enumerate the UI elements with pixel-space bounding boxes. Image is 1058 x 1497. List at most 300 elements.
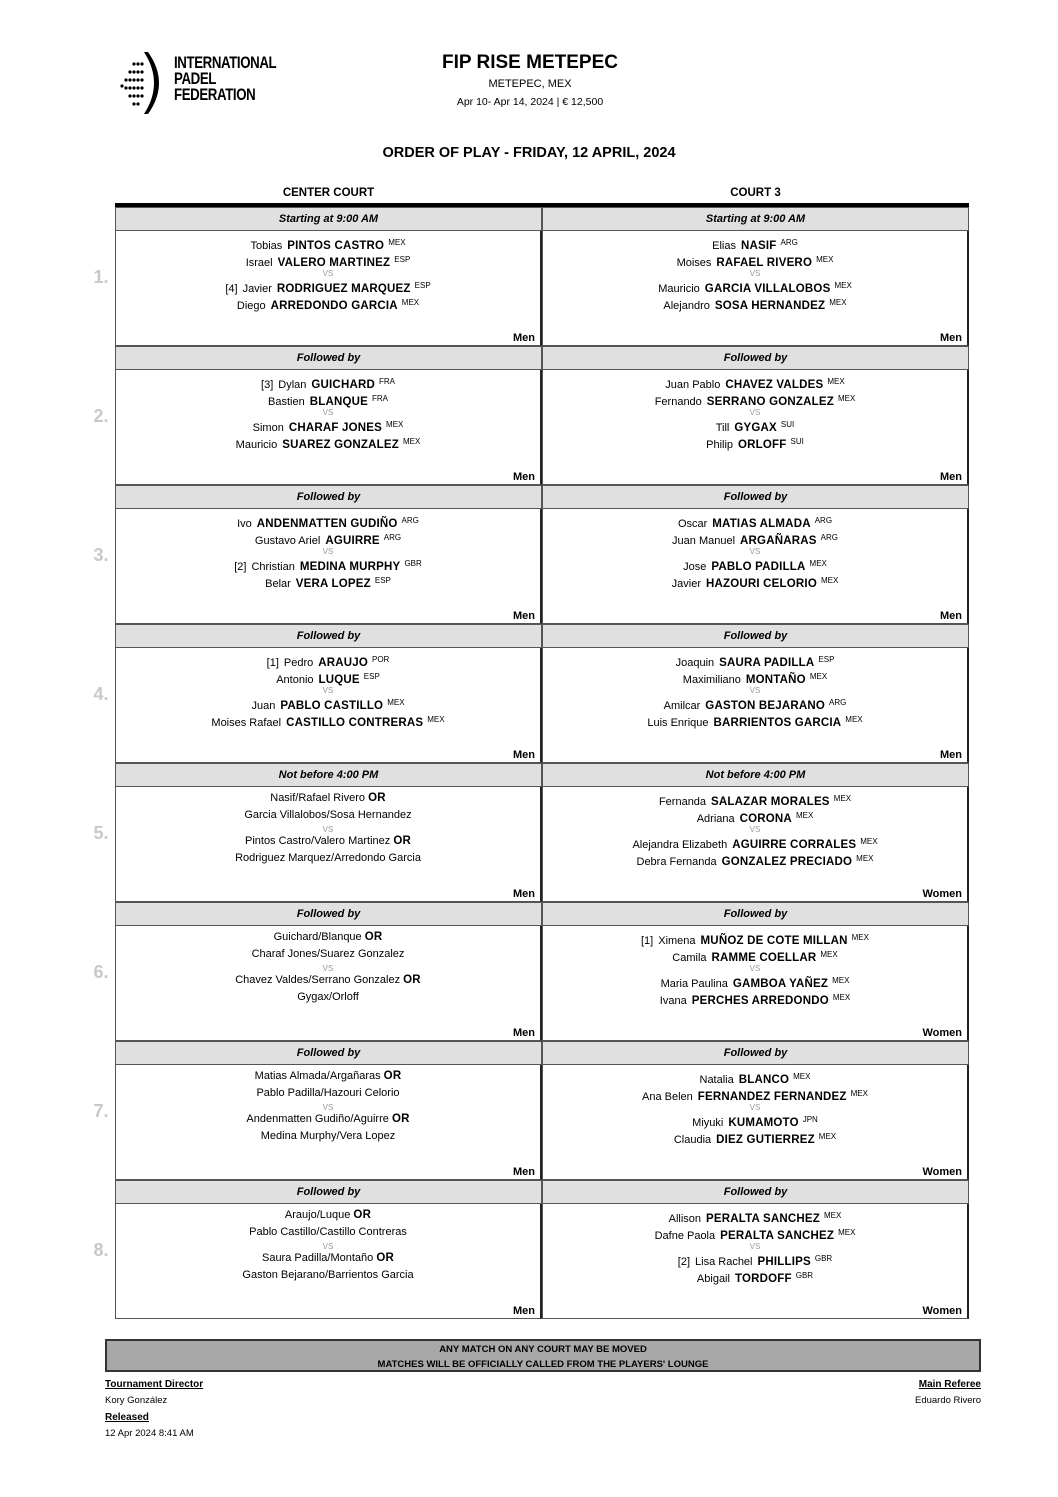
slot-time-header: Followed by: [115, 624, 542, 648]
team-names: Matias Almada/Argañaras: [254, 1070, 381, 1082]
player-last-name: ARGAÑARAS: [740, 535, 817, 547]
player-nationality: MEX: [820, 576, 839, 585]
player-first-name: Belar: [265, 578, 291, 590]
slot-number: 2.: [93, 406, 109, 426]
team-names: Chavez Valdes/Serrano Gonzalez: [235, 974, 401, 986]
player-last-name: MEDINA MURPHY: [299, 561, 401, 573]
player-line: [116, 1226, 540, 1239]
team-names: Saura Padilla/Montaño: [261, 1252, 374, 1264]
player-line: [543, 653, 967, 670]
player-last-name: MONTAÑO: [745, 674, 806, 686]
player-line: [543, 670, 967, 687]
player-first-name: Ximena: [658, 935, 696, 947]
player-line: [543, 1226, 967, 1243]
slot-time-header: Followed by: [542, 902, 969, 926]
order-of-play-title: ORDER OF PLAY - FRIDAY, 12 APRIL, 2024: [382, 145, 676, 161]
team-names: Rodriguez Marquez/Arredondo Garcia: [235, 852, 421, 864]
padel-ball-logo-icon: [118, 50, 166, 116]
player-nationality: JPN: [802, 1115, 818, 1124]
player-nationality: GBR: [795, 1271, 814, 1280]
match-category: Men: [940, 610, 962, 622]
player-first-name: Philip: [706, 439, 734, 451]
player-line: [116, 375, 540, 392]
player-line: [116, 713, 540, 730]
player-nationality: ESP: [818, 655, 835, 664]
slot-time-header: Followed by: [542, 624, 969, 648]
team-names: Pablo Castillo/Castillo Contreras: [249, 1226, 407, 1238]
player-line: [116, 418, 540, 435]
player-nationality: GBR: [814, 1254, 833, 1263]
player-last-name: AGUIRRE CORRALES: [732, 839, 857, 851]
player-nationality: FRA: [378, 377, 395, 386]
player-first-name: Juan Pablo: [665, 379, 721, 391]
slot-time-header: Followed by: [115, 1041, 542, 1065]
or-label: OR: [376, 1252, 394, 1264]
player-line: [116, 1269, 540, 1282]
player-first-name: Juan Manuel: [672, 535, 736, 547]
player-nationality: MEX: [385, 420, 404, 429]
vs-label: VS: [322, 547, 334, 556]
player-first-name: Dylan: [278, 379, 307, 391]
player-line: [116, 1252, 540, 1265]
player-nationality: MEX: [851, 933, 869, 942]
team-names: Medina Murphy/Vera Lopez: [260, 1130, 396, 1142]
player-first-name: Jose: [683, 561, 707, 573]
player-first-name: Camila: [672, 952, 707, 964]
player-last-name: HAZOURI CELORIO: [706, 578, 817, 590]
slot-number: 1.: [93, 267, 109, 287]
player-nationality: MEX: [809, 672, 828, 681]
match-category: Men: [513, 332, 535, 344]
match-category: Men: [513, 888, 535, 900]
player-nationality: ESP: [394, 255, 411, 264]
vs-label: VS: [749, 1242, 761, 1251]
player-line: [116, 835, 540, 848]
vs-label: VS: [749, 686, 761, 695]
player-line: [116, 670, 540, 687]
player-seed: [4]: [225, 283, 238, 295]
player-first-name: Moises: [676, 257, 712, 269]
player-seed: [1]: [266, 657, 279, 669]
player-last-name: AGUIRRE: [325, 535, 380, 547]
player-last-name: PINTOS CASTRO: [287, 240, 385, 252]
vs-label: VS: [749, 547, 761, 556]
player-first-name: Debra Fernanda: [636, 856, 717, 868]
player-last-name: SALAZAR MORALES: [711, 796, 830, 808]
vs-label: VS: [749, 269, 761, 278]
player-line: [543, 835, 967, 852]
player-line: [543, 514, 967, 531]
slot-time-header: Not before 4:00 PM: [115, 763, 542, 787]
player-nationality: MEX: [795, 811, 814, 820]
tournament-dates-prize: Apr 10- Apr 14, 2024 | € 12,500: [456, 96, 604, 108]
player-line: [116, 1087, 540, 1100]
player-nationality: MEX: [427, 715, 445, 724]
slot-number: 3.: [93, 545, 109, 565]
player-line: [543, 279, 967, 296]
player-last-name: TORDOFF: [734, 1273, 792, 1285]
player-nationality: ESP: [414, 281, 431, 290]
player-nationality: SUI: [790, 437, 804, 446]
slot-number: 4.: [93, 684, 109, 704]
player-line: [116, 253, 540, 270]
player-first-name: Till: [715, 422, 730, 434]
match-cell: [542, 1065, 969, 1180]
vs-label: VS: [322, 1103, 334, 1112]
match-cell: [115, 1204, 542, 1319]
team-names: Pablo Padilla/Hazouri Celorio: [256, 1087, 400, 1099]
player-line: [116, 991, 540, 1004]
vs-label: VS: [749, 1103, 761, 1112]
player-first-name: Alejandra Elizabeth: [632, 839, 728, 851]
slot-time-header: Followed by: [115, 1180, 542, 1204]
player-first-name: Oscar: [677, 518, 708, 530]
team-names: Andenmatten Gudiño/Aguirre: [246, 1113, 389, 1125]
player-line: [543, 1209, 967, 1226]
player-first-name: Moises Rafael: [211, 717, 282, 729]
match-cell: [542, 648, 969, 763]
director-name: Kory González: [105, 1395, 168, 1406]
team-names: Nasif/Rafael Rivero: [270, 792, 366, 804]
player-first-name: Bastien: [268, 396, 305, 408]
player-last-name: ARAUJO: [318, 657, 368, 669]
player-last-name: GYGAX: [734, 422, 777, 434]
player-line: [543, 557, 967, 574]
player-line: [116, 931, 540, 944]
team-names: Gygax/Orloff: [297, 991, 359, 1003]
player-last-name: CORONA: [739, 813, 792, 825]
match-cell: [542, 231, 969, 346]
player-line: [116, 557, 540, 574]
match-cell: [115, 787, 542, 902]
player-line: [116, 296, 540, 313]
match-category: Women: [922, 1305, 962, 1317]
player-line: [543, 435, 967, 452]
team-names: Garcia Villalobos/Sosa Hernandez: [244, 809, 412, 821]
slot-time-header: Followed by: [542, 1041, 969, 1065]
player-line: [543, 574, 967, 591]
player-seed: [2]: [677, 1256, 691, 1268]
or-label: OR: [368, 792, 386, 804]
player-first-name: Ivo: [237, 518, 252, 530]
player-last-name: SERRANO GONZALEZ: [706, 396, 834, 408]
player-last-name: ARREDONDO GARCIA: [270, 300, 398, 312]
player-first-name: Abigail: [696, 1273, 730, 1285]
player-nationality: MEX: [402, 437, 421, 446]
player-nationality: ARG: [383, 533, 402, 542]
player-nationality: MEX: [860, 837, 878, 846]
player-last-name: RAFAEL RIVERO: [716, 257, 813, 269]
player-line: [543, 1113, 967, 1130]
vs-label: VS: [322, 825, 334, 834]
player-line: [116, 1209, 540, 1222]
logo-text-line: PADEL: [174, 69, 217, 88]
notice-banner: [105, 1339, 981, 1372]
player-line: [543, 392, 967, 409]
player-first-name: Dafne Paola: [654, 1230, 716, 1242]
slot-time-header: Followed by: [115, 346, 542, 370]
player-line: [543, 375, 967, 392]
player-nationality: MEX: [837, 394, 856, 403]
vs-label: VS: [322, 686, 334, 695]
player-first-name: Miyuki: [692, 1117, 724, 1129]
player-last-name: SUAREZ GONZALEZ: [282, 439, 399, 451]
slot-time-header: Followed by: [115, 902, 542, 926]
player-first-name: Pedro: [283, 657, 314, 669]
team-names: Charaf Jones/Suarez Gonzalez: [251, 948, 405, 960]
match-category: Women: [922, 1027, 962, 1039]
player-line: [543, 809, 967, 826]
player-last-name: VALERO MARTINEZ: [277, 257, 391, 269]
match-category: Men: [513, 610, 535, 622]
player-nationality: MEX: [824, 1211, 842, 1220]
player-line: [543, 1130, 967, 1147]
player-last-name: CASTILLO CONTRERAS: [286, 717, 424, 729]
player-line: [116, 653, 540, 670]
player-first-name: Lisa Rachel: [695, 1256, 753, 1268]
player-nationality: MEX: [850, 1089, 868, 1098]
player-nationality: MEX: [827, 377, 845, 386]
match-category: Women: [922, 1166, 962, 1178]
player-line: [116, 1070, 540, 1083]
player-line: [116, 236, 540, 253]
player-first-name: Diego: [236, 300, 266, 312]
player-last-name: CHAVEZ VALDES: [725, 379, 824, 391]
player-line: [116, 809, 540, 822]
match-category: Men: [940, 332, 962, 344]
player-line: [543, 792, 967, 809]
player-last-name: PERCHES ARREDONDO: [691, 995, 829, 1007]
player-first-name: Ivana: [659, 995, 687, 1007]
notice-line: MATCHES WILL BE OFFICIALLY CALLED FROM THE PLAYERS' LOUNGE: [377, 1359, 709, 1370]
player-last-name: VERA LOPEZ: [295, 578, 371, 590]
player-nationality: MEX: [818, 1132, 837, 1141]
match-cell: [115, 648, 542, 763]
player-last-name: GONZALEZ PRECIADO: [721, 856, 853, 868]
match-cell: [542, 787, 969, 902]
player-last-name: CHARAF JONES: [288, 422, 382, 434]
vs-label: VS: [749, 825, 761, 834]
logo-text-line: INTERNATIONAL: [174, 53, 277, 72]
tournament-title: FIP RISE METEPEC: [442, 52, 618, 73]
player-first-name: Ana Belen: [642, 1091, 693, 1103]
player-line: [543, 236, 967, 253]
vs-label: VS: [322, 408, 334, 417]
player-line: [116, 574, 540, 591]
match-cell: [542, 509, 969, 624]
player-last-name: BLANQUE: [309, 396, 368, 408]
slot-time-header: Not before 4:00 PM: [542, 763, 969, 787]
slot-number: 6.: [93, 962, 109, 982]
player-last-name: BARRIENTOS GARCIA: [713, 717, 842, 729]
player-nationality: MEX: [845, 715, 863, 724]
slot-time-header: Followed by: [115, 485, 542, 509]
or-label: OR: [403, 974, 421, 986]
match-category: Men: [513, 1027, 535, 1039]
player-nationality: ESP: [374, 576, 391, 585]
player-first-name: Joaquin: [675, 657, 715, 669]
match-cell: [115, 1065, 542, 1180]
player-nationality: MEX: [388, 238, 406, 247]
player-nationality: MEX: [820, 950, 838, 959]
player-last-name: BLANCO: [738, 1074, 790, 1086]
player-nationality: POR: [372, 655, 390, 664]
player-first-name: Alejandro: [663, 300, 710, 312]
player-last-name: PHILLIPS: [757, 1256, 811, 1268]
player-nationality: SUI: [780, 420, 795, 429]
released-time: 12 Apr 2024 8:41 AM: [105, 1428, 194, 1439]
slot-number: 5.: [93, 823, 109, 843]
vs-label: VS: [749, 964, 761, 973]
player-line: [543, 1269, 967, 1286]
player-first-name: Adriana: [696, 813, 735, 825]
fip-logo: [118, 50, 288, 118]
court-header-court3: COURT 3: [730, 187, 781, 199]
player-seed: [3]: [261, 379, 274, 391]
player-last-name: FERNANDEZ FERNANDEZ: [697, 1091, 847, 1103]
player-line: [543, 852, 967, 869]
player-first-name: Amilcar: [663, 700, 701, 712]
player-last-name: MATIAS ALMADA: [712, 518, 811, 530]
match-category: Men: [513, 1166, 535, 1178]
player-last-name: GASTON BEJARANO: [705, 700, 826, 712]
logo-text-line: FEDERATION: [174, 85, 256, 104]
player-nationality: MEX: [832, 993, 851, 1002]
player-first-name: Allison: [668, 1213, 702, 1225]
player-first-name: Israel: [245, 257, 273, 269]
player-line: [116, 514, 540, 531]
slot-time-header: Followed by: [542, 1180, 969, 1204]
player-first-name: Maximiliano: [682, 674, 741, 686]
or-label: OR: [393, 835, 412, 847]
team-names: Gaston Bejarano/Barrientos Garcia: [242, 1269, 414, 1281]
player-line: [543, 713, 967, 730]
player-last-name: PABLO PADILLA: [711, 561, 806, 573]
slot-time-header: Starting at 9:00 AM: [115, 207, 542, 231]
player-line: [543, 696, 967, 713]
player-last-name: SAURA PADILLA: [719, 657, 815, 669]
player-first-name: Maria Paulina: [660, 978, 728, 990]
vs-label: VS: [322, 964, 334, 973]
player-line: [116, 974, 540, 987]
match-cell: [542, 1204, 969, 1319]
slot-number: 8.: [93, 1240, 109, 1260]
player-first-name: Gustavo Ariel: [254, 535, 321, 547]
player-first-name: Claudia: [673, 1134, 712, 1146]
player-line: [116, 1130, 540, 1143]
player-nationality: MEX: [387, 698, 405, 707]
player-last-name: PERALTA SANCHEZ: [720, 1230, 835, 1242]
player-line: [543, 296, 967, 313]
match-cell: [542, 926, 969, 1041]
player-nationality: ARG: [814, 516, 833, 525]
vs-label: VS: [322, 1242, 334, 1251]
player-nationality: ARG: [780, 238, 798, 247]
player-line: [543, 1252, 967, 1269]
or-label: OR: [364, 931, 383, 943]
player-first-name: Elias: [712, 240, 736, 252]
player-line: [116, 948, 540, 961]
or-label: OR: [383, 1070, 402, 1082]
player-last-name: GUICHARD: [311, 379, 375, 391]
player-last-name: ANDENMATTEN GUDIÑO: [256, 518, 398, 530]
player-line: [116, 279, 540, 296]
player-line: [543, 974, 967, 991]
match-category: Men: [513, 749, 535, 761]
player-first-name: Javier: [671, 578, 701, 590]
player-nationality: MEX: [809, 559, 827, 568]
notice-line: ANY MATCH ON ANY COURT MAY BE MOVED: [439, 1344, 647, 1355]
player-last-name: KUMAMOTO: [728, 1117, 799, 1129]
referee-name: Eduardo Rivero: [914, 1395, 981, 1406]
player-last-name: ORLOFF: [738, 439, 787, 451]
player-nationality: ARG: [829, 698, 847, 707]
player-nationality: ESP: [363, 672, 380, 681]
player-line: [116, 435, 540, 452]
player-seed: [1]: [641, 935, 654, 947]
match-cell: [115, 509, 542, 624]
player-nationality: MEX: [833, 794, 852, 803]
player-first-name: Mauricio: [658, 283, 700, 295]
player-line: [543, 418, 967, 435]
player-nationality: MEX: [832, 976, 850, 985]
player-nationality: MEX: [838, 1228, 856, 1237]
player-last-name: LUQUE: [318, 674, 360, 686]
player-first-name: Tobias: [250, 240, 283, 252]
match-category: Men: [513, 471, 535, 483]
court-header-center: CENTER COURT: [282, 187, 375, 199]
released-label: Released: [105, 1412, 149, 1423]
player-line: [116, 531, 540, 548]
player-line: [543, 1087, 967, 1104]
player-first-name: Christian: [251, 561, 295, 573]
player-line: [116, 1113, 540, 1126]
player-nationality: ARG: [820, 533, 838, 542]
player-line: [543, 531, 967, 548]
match-category: Men: [940, 471, 962, 483]
player-last-name: NASIF: [741, 240, 777, 252]
player-last-name: PABLO CASTILLO: [280, 700, 384, 712]
player-first-name: Fernanda: [658, 796, 707, 808]
or-label: OR: [391, 1113, 410, 1125]
player-first-name: Simon: [252, 422, 284, 434]
match-cell: [115, 926, 542, 1041]
player-nationality: MEX: [401, 298, 420, 307]
match-cell: [115, 370, 542, 485]
or-label: OR: [353, 1209, 372, 1221]
slot-time-header: Starting at 9:00 AM: [542, 207, 969, 231]
team-names: Guichard/Blanque: [273, 931, 362, 943]
player-line: [543, 1070, 967, 1087]
team-names: Araujo/Luque: [284, 1209, 351, 1221]
player-nationality: MEX: [793, 1072, 811, 1081]
referee-label: Main Referee: [918, 1379, 981, 1390]
player-nationality: MEX: [816, 255, 834, 264]
player-line: [543, 991, 967, 1008]
player-nationality: FRA: [371, 394, 388, 403]
player-first-name: Natalia: [699, 1074, 734, 1086]
player-first-name: Antonio: [276, 674, 314, 686]
player-first-name: Mauricio: [235, 439, 278, 451]
player-nationality: MEX: [856, 854, 874, 863]
player-last-name: DIEZ GUTIERREZ: [716, 1134, 815, 1146]
player-first-name: Luis Enrique: [647, 717, 709, 729]
player-last-name: RAMME COELLAR: [711, 952, 817, 964]
match-category: Men: [940, 749, 962, 761]
vs-label: VS: [749, 408, 761, 417]
match-cell: [115, 231, 542, 346]
player-seed: [2]: [234, 561, 247, 573]
